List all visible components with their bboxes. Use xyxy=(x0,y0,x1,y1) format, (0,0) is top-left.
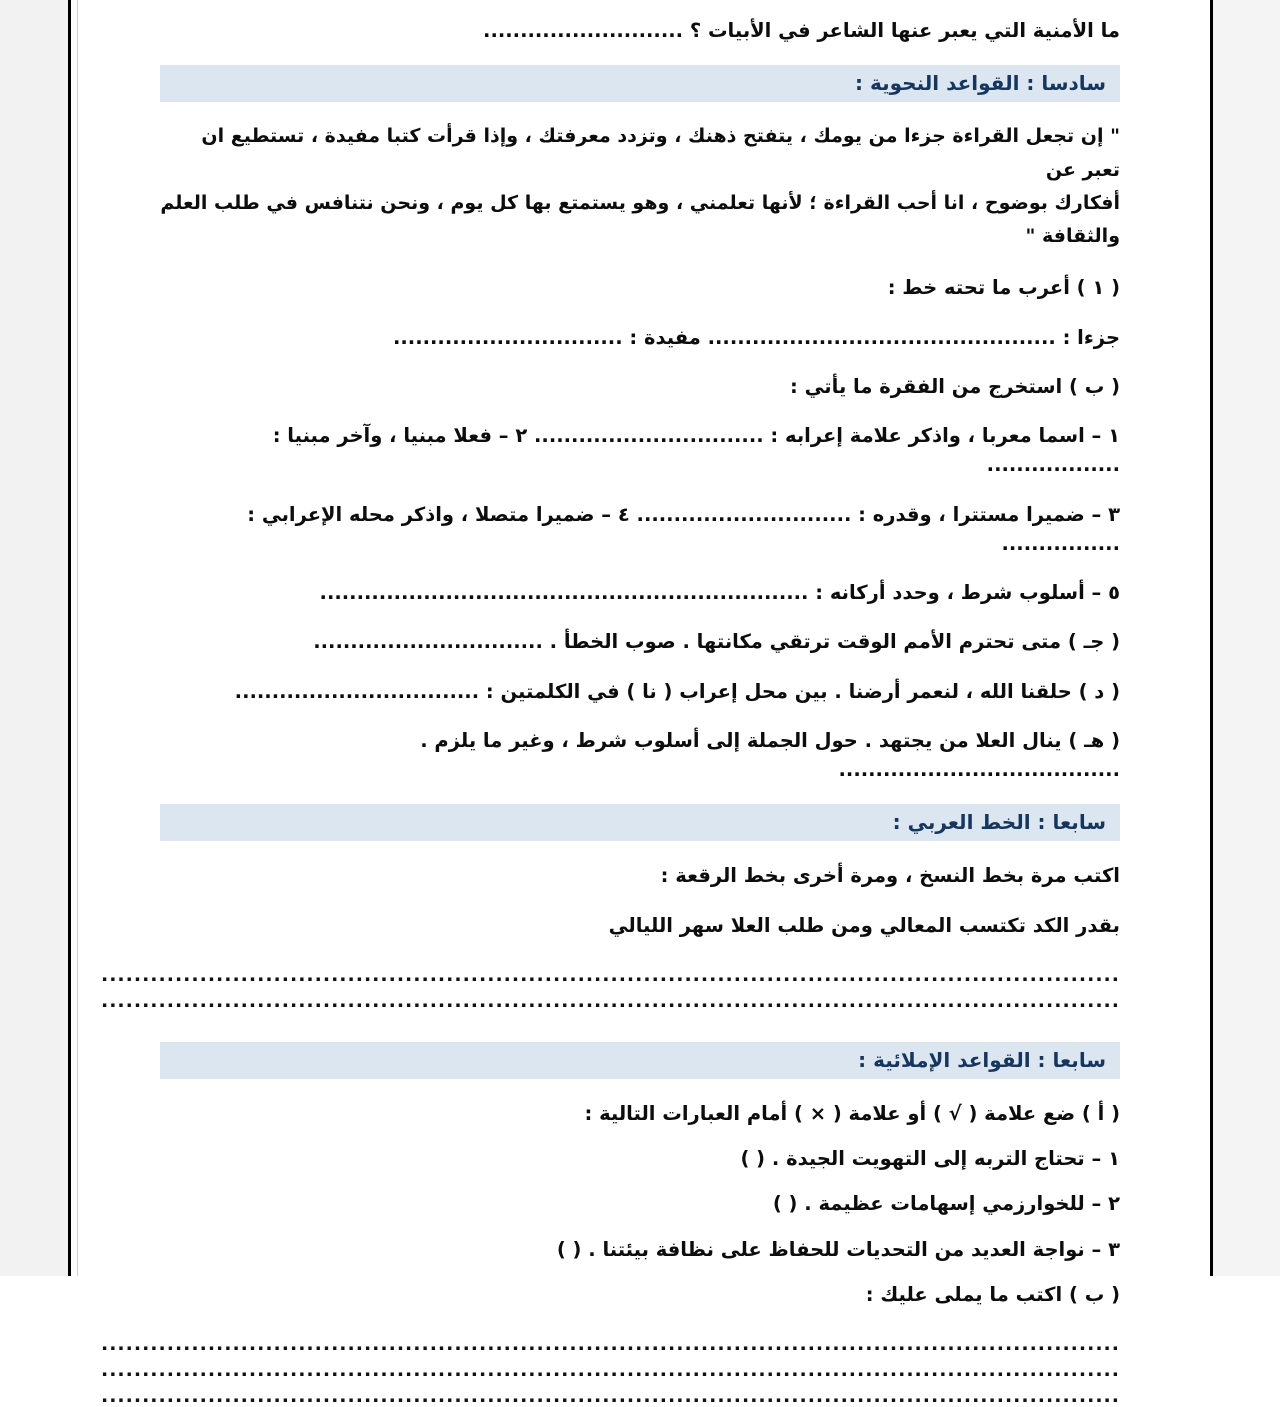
answer-line[interactable]: ............................................................................................................................ xyxy=(100,1359,1120,1381)
section-heading-calligraphy: سابعا : الخط العربي : xyxy=(160,804,1120,841)
grammar-item-7: ( جـ ) متى تحترم الأمم الوقت ترتقي مكانتها . صوب الخطأ . ............................... xyxy=(313,630,1120,654)
spelling-item-3[interactable]: ٣ – نواجة العديد من التحديات للحفاظ على نظافة بيئتنا . ( ) xyxy=(556,1237,1120,1261)
dictation-instruction: ( ب ) اكتب ما يملى عليك : xyxy=(865,1282,1120,1306)
answer-line[interactable]: ............................................................................................................................ xyxy=(100,989,1120,1012)
section-heading-grammar: سادسا : القواعد النحوية : xyxy=(160,65,1120,102)
spelling-item-1[interactable]: ١ – تحتاج التربه إلى التهويت الجيدة . ( ) xyxy=(740,1147,1120,1170)
grammar-item-9: ( هـ ) ينال العلا من يجتهد . حول الجملة إلى أسلوب شرط ، وغير ما يلزم . ...................................... xyxy=(420,728,1120,781)
grammar-item-6: ٥ – أسلوب شرط ، وحدد أركانه : .................................................................. xyxy=(319,581,1120,604)
spelling-item-2[interactable]: ٢ – للخوارزمي إسهامات عظيمة . ( ) xyxy=(772,1192,1120,1216)
answer-line[interactable]: ............................................................................................................................ xyxy=(100,963,1120,986)
calligraphy-sentence: بقدر الكد تكتسب المعالي ومن طلب العلا سهر الليالي xyxy=(608,913,1120,937)
spelling-instruction: ( أ ) ضع علامة ( √ ) أو علامة ( × ) أمام العبارات التالية : xyxy=(584,1101,1120,1125)
grammar-item-5: ٣ – ضميرا مستترا ، وقدره : ............................. ٤ – ضميرا متصلا ، واذكر محله الإعرابي : ................ xyxy=(247,502,1120,555)
calligraphy-instruction: اكتب مرة بخط النسخ ، ومرة أخرى بخط الرقعة : xyxy=(660,864,1120,888)
grammar-quote-line-2: أفكارك بوضوح ، انا أحب القراءة ؛ لأنها تعلمني ، وهو يستمتع بها كل يوم ، ونحن نتنافس في طلب العلم والثقافة " xyxy=(160,191,1120,247)
grammar-item-8: ( د ) حلقنا الله ، لنعمر أرضنا . بين محل إعراب ( نا ) في الكلمتين : ................................. xyxy=(234,679,1120,703)
grammar-item-1: ( ١ ) أعرب ما تحته خط : xyxy=(887,276,1120,300)
answer-line[interactable]: ............................................................................................................................ xyxy=(100,1333,1120,1355)
answer-line[interactable]: ............................................................................................................................ xyxy=(100,1385,1120,1407)
grammar-item-3: ( ب ) استخرج من الفقرة ما يأتي : xyxy=(789,374,1120,398)
section-heading-spelling: سابعا : القواعد الإملائية : xyxy=(160,1042,1120,1079)
grammar-item-2: جزءا : ............................................... مفيدة : ............................... xyxy=(392,325,1120,349)
top-question: ما الأمنية التي يعبر عنها الشاعر في الأبيات ؟ ........................... xyxy=(483,19,1120,42)
grammar-quote-line-1: " إن تجعل القراءة جزءا من يومك ، يتفتح ذهنك ، وتزدد معرفتك ، وإذا قرأت كتبا مفيدة ، تستطيع ان تعبر عن xyxy=(201,125,1120,181)
grammar-item-4: ١ – اسما معربا ، واذكر علامة إعرابه : ............................... ٢ – فعلا مبنيا ، وآخر مبنيا : .................. xyxy=(272,424,1120,477)
